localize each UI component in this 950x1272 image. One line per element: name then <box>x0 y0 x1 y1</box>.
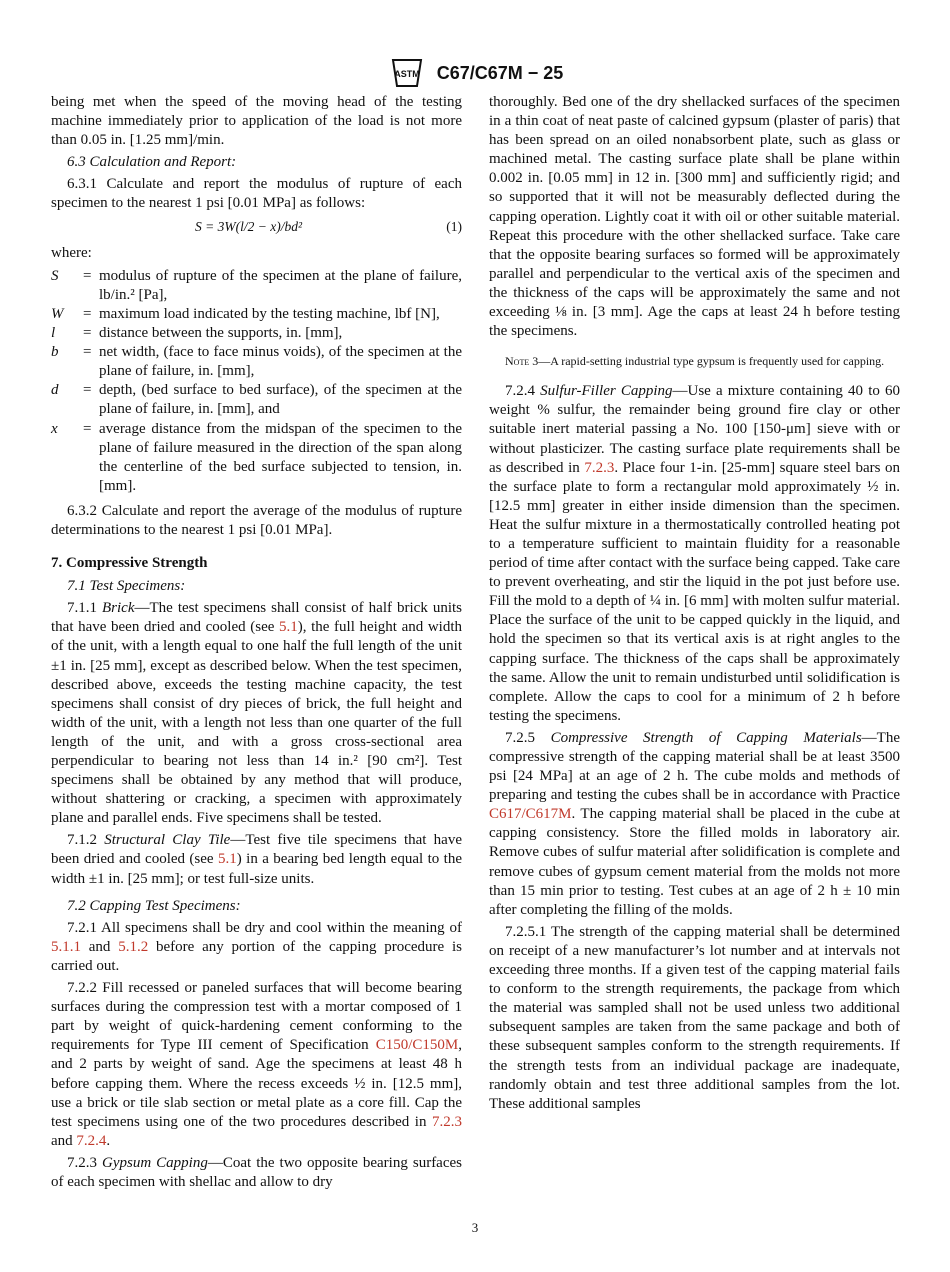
heading-7-1: 7.1 Test Specimens: <box>67 578 186 595</box>
standard-designation: C67/C67M − 25 <box>436 62 564 83</box>
subsection-heading <box>51 153 462 172</box>
paragraph: being met when the speed of the moving head of the testing machine immediately prior to application of the load is not more than 0.05 in. [1.25 mm]/min. <box>51 94 462 149</box>
clause-number: 7.2.5 <box>505 729 535 746</box>
paragraph: thoroughly. Bed one of the dry shellacked surfaces of the specimen in a thin coat of neat paste of calcined gypsum (plaster of paris) that has been spread on an oiled nonabsorbent plate, such as glass or machined metal. The casting surface plate shall be plane within 0.002 in. [0.05 mm] in 12 in. [300 mm] and sufficiently rigid; and so supported that it will not be measurably deflected during the capping operation. Lightly coat it with oil or other suitable material. Repeat this procedure with the other shellacked surface. Take care that the opposite bearing surfaces so formed will be approximately parallel and perpendicular to the vertical axis of the specimen and the thickness of the caps will be approximately the same and not exceeding ⅛ in. [3 mm]. Age the caps at least 24 h before testing the specimens. <box>489 94 900 340</box>
clause-title: Gypsum Capping <box>102 1154 208 1171</box>
paragraph-7-2-2 <box>51 979 462 1151</box>
definition-equals: = <box>83 325 92 342</box>
ref-link-5-1[interactable]: 5.1 <box>279 619 298 636</box>
clause-text: and <box>51 1132 77 1149</box>
where-label: where: <box>51 244 92 261</box>
astm-logo-text: ASTM <box>393 69 420 79</box>
clause-text: and <box>81 938 119 955</box>
definition-text: average distance from the midspan of the specimen to the plane of failure measured in the direction of the span along the centerline of the bed surface subjected to tension, in. [mm]. <box>99 420 462 494</box>
ref-link-7-2-4[interactable]: 7.2.4 <box>76 1132 107 1149</box>
clause-text: . The capping material shall be placed in the cube at capping consistency. Store the filled molds in laboratory air. Remove cubes of sulfur material after solidification is complete and remove cubes of gypsum cement material from the molds not more than 15 min prior to testing. Test cubes at an age of 2 h ± 10 min after completing the filling of the molds. <box>489 806 900 918</box>
equation-body: S = 3W(l/2 − x)/bd² <box>195 218 302 234</box>
note-text: —A rapid-setting industrial type gypsum is frequently used for capping. <box>538 354 885 369</box>
subsection-heading <box>51 577 462 596</box>
definition-equals: = <box>83 420 92 437</box>
clause-text: . <box>106 1132 111 1149</box>
paragraph-6-3-2: 6.3.2 Calculate and report the average of the modulus of rupture determinations to the nearest 1 psi [0.01 MPa]. <box>51 502 462 538</box>
definition-equals: = <box>83 267 92 284</box>
heading-7-2: 7.2 Capping Test Specimens: <box>67 897 241 914</box>
clause-text: 7.2.1 All specimens shall be dry and cool within the meaning of <box>67 919 462 936</box>
clause-text: , and 2 parts by weight of sand. Age the specimens at least 48 h before capping them. Where the recess exceeds ½ in. [12.5 mm], use a brick or tile slab section or metal plate as a core fill. Cap the test specimens using one of the two procedures described in <box>51 1037 462 1130</box>
ref-link-c150[interactable]: C150/C150M <box>375 1037 459 1054</box>
definition-text: maximum load indicated by the testing machine, lbf [N], <box>99 305 440 322</box>
definition-symbol: x <box>51 420 58 437</box>
definition-symbol: S <box>51 267 59 284</box>
paragraph-7-2-4 <box>489 382 900 726</box>
clause-number: 7.2.4 <box>505 383 535 400</box>
clause-text: —Test five tile specimens that have been dried and cooled (see <box>51 832 462 868</box>
note-label: Note 3 <box>505 354 539 369</box>
clause-text: —Use a mixture containing 40 to 60 weight % sulfur, the remainder being ground fire clay or other suitable inert material passing a No. 100 [150-μm] sieve with or without plasticizer. The casting surface plate requirements shall be as described in <box>489 383 901 476</box>
paragraph-7-2-5 <box>489 729 900 920</box>
definition-text: depth, (bed surface to bed surface), of the specimen at the plane of failure, in. [mm], and <box>99 382 462 418</box>
clause-text: —The test specimens shall consist of half brick units that have been dried and cooled (see <box>51 600 462 636</box>
ref-link-7-2-3[interactable]: 7.2.3 <box>432 1113 462 1130</box>
page-header <box>0 56 950 90</box>
definitions-list <box>51 267 462 496</box>
definition-symbol: b <box>51 344 59 361</box>
clause-text: —The compressive strength of the capping material shall be at least 3500 psi [24 MPa] at an age of 2 h. The cube molds and methods of preparing and testing the cubes shall be in accordance with Practice <box>489 729 900 804</box>
clause-text: 7.2.2 Fill recessed or paneled surfaces that will become bearing surfaces during the compression test with a mortar composed of 1 part by weight of quick-hardening cement conforming to the requirements for Type III cement of Specification <box>51 980 462 1054</box>
equation <box>51 217 462 236</box>
paragraph-7-1-1 <box>51 599 462 828</box>
clause-title: Compressive Strength of Capping Materials <box>550 729 862 746</box>
clause-number: 7.1.2 <box>67 832 97 849</box>
definition-equals: = <box>83 344 92 361</box>
clause-text: ), the full height and width of the unit, with a length equal to one half the full length of the unit ±1 in. [25 mm], except as described below. When the test specimen, described above, exceeds the testing machine capacity, the test specimens shall consist of dry pieces of brick, the full height and width of the unit, with a length not less than one quarter of the full length of the unit, and with a gross cross-sectional area perpendicular to bearing not less than 14 in.² [90 cm²]. Test specimens shall be obtained by any method that will produce, without shattering or cracking, a specimen with approximately plane and parallel ends. Five specimens shall be tested. <box>51 619 463 827</box>
clause-text: ) in a bearing bed length equal to the width ±1 in. [25 mm]; or test full-size units. <box>51 851 462 887</box>
definition-equals: = <box>83 305 92 322</box>
clause-title: Sulfur-Filler Capping <box>540 383 673 400</box>
clause-number: 7.1.1 <box>67 600 97 617</box>
astm-logo-icon <box>387 56 427 90</box>
clause-title: Structural Clay Tile <box>104 832 231 849</box>
clause-text: . Place four 1-in. [25-mm] square steel bars on the surface plate to form a rectangular mold approximately ½ in. [12.5 mm] greater in either inside dimension than the specimen. Heat the sulfur mixture in a thermostatically controlled heating pot to a temperature sufficient to maintain fluidity for a reasonable period of time after contact with the surface being capped. Take care to prevent overheating, and stir the liquid in the pot just before use. Fill the mold to a depth of ¼ in. [6 mm] with molten sulfur material. Place the surface of the unit to be capped quickly in the liquid, and hold the specimen so that its vertical axis is at right angles to the capping surface. The thickness of the caps shall be approximately the same. Allow the unit to remain undisturbed until solidification is complete. Allow the caps to cool for a minimum of 2 h before testing the specimens. <box>489 459 900 724</box>
ref-link-7-2-3[interactable]: 7.2.3 <box>584 459 615 476</box>
clause-number: 7.2.3 <box>67 1154 97 1171</box>
clause-text: —Coat the two opposite bearing surfaces of each specimen with shellac and allow to dry <box>51 1154 462 1190</box>
right-column <box>489 93 900 1117</box>
page-number: 3 <box>471 1220 479 1235</box>
note-3 <box>489 353 900 370</box>
paragraph-7-2-1 <box>51 919 462 976</box>
definition-equals: = <box>83 382 92 399</box>
clause-text: before any portion of the capping procedure is carried out. <box>51 938 462 974</box>
ref-link-5-1-2[interactable]: 5.1.2 <box>118 938 149 955</box>
definition-text: distance between the supports, in. [mm], <box>99 325 343 342</box>
equation-number: (1) <box>446 218 462 234</box>
definition-symbol: d <box>51 382 59 399</box>
left-column <box>51 93 462 1195</box>
ref-link-5-1[interactable]: 5.1 <box>218 851 237 868</box>
subsection-heading <box>51 897 462 916</box>
heading-6-3: 6.3 Calculation and Report: <box>67 154 237 171</box>
clause-title: Brick <box>102 600 135 617</box>
paragraph-7-1-2 <box>51 831 462 888</box>
paragraph-7-2-3 <box>51 1154 462 1192</box>
ref-link-5-1-1[interactable]: 5.1.1 <box>51 938 81 955</box>
definition-symbol: W <box>51 305 64 322</box>
definition-symbol: l <box>51 325 56 342</box>
section-heading-7: 7. Compressive Strength <box>51 555 208 572</box>
definition-text: modulus of rupture of the specimen at the plane of failure, lb/in.² [Pa], <box>99 267 462 303</box>
ref-link-c617[interactable]: C617/C617M <box>489 806 572 823</box>
paragraph-6-3-1: 6.3.1 Calculate and report the modulus of rupture of each specimen to the nearest 1 psi [0.01 MPa] as follows: <box>51 176 462 212</box>
paragraph-7-2-5-1: 7.2.5.1 The strength of the capping material shall be determined on receipt of a new manufacturer’s lot number and at intervals not exceeding three months. If a given test of the capping material fails to conform to the strength requirements, the package from which the material was sampled shall not be used unless two additional subsequent samples are taken from the same package and both of these subsequent samples conform to the strength requirements. If the strength tests from an individual package are inadequate, randomly obtain and test three additional samples from the lot. These additional samples <box>489 923 900 1112</box>
definition-text: net width, (face to face minus voids), of the specimen at the plane of failure, in. [mm], <box>99 344 462 380</box>
